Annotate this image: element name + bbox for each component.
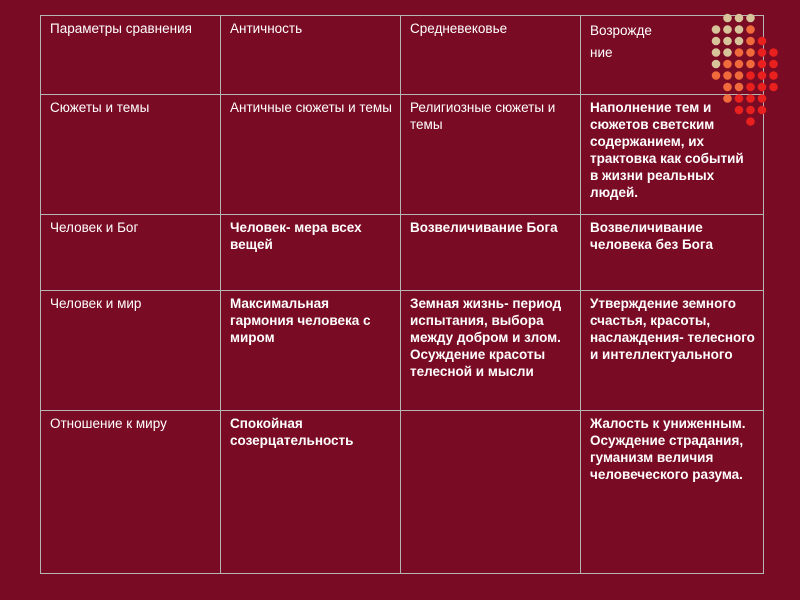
decorative-dot — [746, 94, 755, 103]
cell-row2-middle-ages: Возвеличивание Бога — [401, 215, 581, 291]
decorative-dot — [723, 71, 732, 80]
header-cell-middle-ages: Средневековье — [401, 16, 581, 95]
decorative-dot — [735, 48, 744, 57]
cell-row3-renaissance: Утверждение земного счастья, красоты, наслаждения- телесного и интеллектуального — [581, 291, 764, 411]
decorative-dot — [723, 37, 732, 46]
decorative-dot — [746, 48, 755, 57]
decorative-dot — [735, 94, 744, 103]
decorative-dot — [746, 83, 755, 92]
table-header-row — [41, 16, 764, 95]
header-renaissance-line2: ние — [590, 45, 613, 60]
comparison-table — [40, 15, 764, 574]
decorative-dot — [712, 37, 721, 46]
decorative-dot — [746, 14, 755, 23]
decorative-dot — [723, 25, 732, 34]
decorative-dot — [712, 25, 721, 34]
cell-row4-antiquity: Спокойная созерцательность — [221, 411, 401, 574]
decorative-dot — [723, 14, 732, 23]
decorative-dot — [723, 60, 732, 69]
decorative-dot — [746, 25, 755, 34]
table-row-attitude — [41, 411, 764, 574]
decorative-dot — [769, 71, 778, 80]
cell-row3-antiquity: Максимальная гармония человека с миром — [221, 291, 401, 411]
decorative-dot — [723, 83, 732, 92]
table-row-man-and-world — [41, 291, 764, 411]
decorative-dot — [758, 83, 767, 92]
cell-row1-param: Сюжеты и темы — [41, 95, 221, 215]
decorative-dot — [746, 60, 755, 69]
decorative-dot — [712, 48, 721, 57]
cell-row4-middle-ages — [401, 411, 581, 574]
decorative-dot — [746, 71, 755, 80]
decorative-dot — [758, 48, 767, 57]
decorative-dot — [758, 106, 767, 115]
decorative-dot — [735, 83, 744, 92]
decorative-dot — [758, 60, 767, 69]
cell-row1-renaissance: Наполнение тем и сюжетов светским содержанием, их трактовка как событий в жизни реальных людей. — [581, 95, 764, 215]
decorative-dot — [712, 60, 721, 69]
cell-row2-renaissance: Возвеличивание человека без Бога — [581, 215, 764, 291]
header-cell-parameters: Параметры сравнения — [41, 16, 221, 95]
decorative-dot — [712, 71, 721, 80]
table-row-man-and-god — [41, 215, 764, 291]
decorative-dot — [746, 106, 755, 115]
decorative-dot — [758, 71, 767, 80]
header-cell-antiquity: Античность — [221, 16, 401, 95]
decorative-dot — [735, 106, 744, 115]
decorative-dot — [735, 37, 744, 46]
decorative-dot — [758, 37, 767, 46]
decorative-dot — [769, 83, 778, 92]
cell-row2-param: Человек и Бог — [41, 215, 221, 291]
decorative-dot — [758, 94, 767, 103]
cell-row3-middle-ages: Земная жизнь- период испытания, выбора между добром и злом. Осуждение красоты телесной и мысли — [401, 291, 581, 411]
cell-row3-param: Человек и мир — [41, 291, 221, 411]
decorative-dot — [735, 25, 744, 34]
decorative-dot — [735, 14, 744, 23]
cell-row2-antiquity: Человек- мера всех вещей — [221, 215, 401, 291]
cell-row4-param: Отношение к миру — [41, 411, 221, 574]
header-renaissance-line1: Возрожде — [590, 23, 652, 38]
decorative-dot — [746, 37, 755, 46]
decorative-dot — [746, 117, 755, 126]
decorative-dot — [723, 94, 732, 103]
decorative-dot — [735, 71, 744, 80]
cell-row1-middle-ages: Религиозные сюжеты и темы — [401, 95, 581, 215]
decorative-dot — [723, 48, 732, 57]
decorative-dot — [735, 60, 744, 69]
cell-row1-antiquity: Античные сюжеты и темы — [221, 95, 401, 215]
decorative-dot — [769, 60, 778, 69]
decorative-dot-pattern — [710, 12, 790, 132]
table-row-themes — [41, 95, 764, 215]
decorative-dot — [769, 48, 778, 57]
cell-row4-renaissance: Жалость к униженным. Осуждение страдания, гуманизм величия человеческого разума. — [581, 411, 764, 574]
